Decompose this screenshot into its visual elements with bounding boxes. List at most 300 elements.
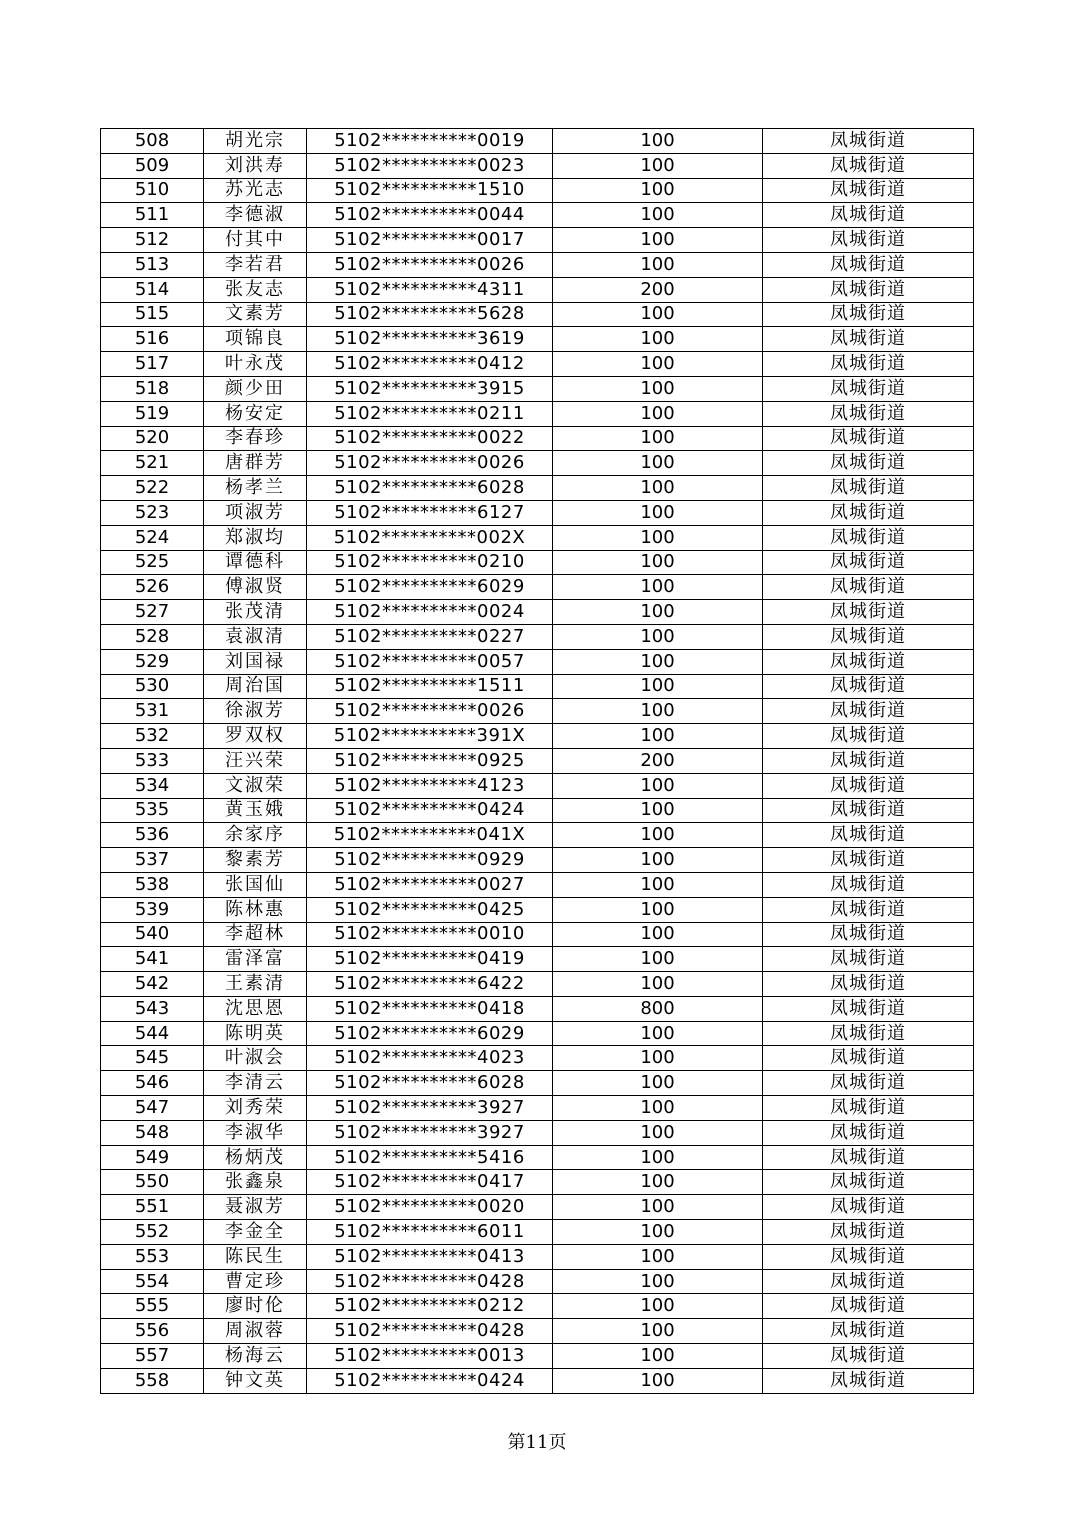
table-row	[101, 947, 974, 972]
name-cell: 王素清	[204, 972, 307, 997]
table-row	[101, 1220, 974, 1245]
row-number-cell: 534	[101, 773, 204, 798]
location-cell: 凤城街道	[763, 649, 974, 674]
name-cell: 刘秀荣	[204, 1096, 307, 1121]
row-number-cell: 549	[101, 1145, 204, 1170]
name-cell: 张鑫泉	[204, 1170, 307, 1195]
id-number-cell: 5102**********1511	[307, 674, 553, 699]
name-cell: 项锦良	[204, 327, 307, 352]
name-cell: 谭德科	[204, 550, 307, 575]
name-cell: 胡光宗	[204, 129, 307, 154]
table-row	[101, 748, 974, 773]
location-cell: 凤城街道	[763, 129, 974, 154]
amount-cell: 100	[553, 773, 763, 798]
name-cell: 苏光志	[204, 178, 307, 203]
id-number-cell: 5102**********3927	[307, 1120, 553, 1145]
row-number-cell: 535	[101, 798, 204, 823]
location-cell: 凤城街道	[763, 872, 974, 897]
amount-cell: 100	[553, 575, 763, 600]
row-number-cell: 514	[101, 277, 204, 302]
name-cell: 黎素芳	[204, 848, 307, 873]
amount-cell: 100	[553, 947, 763, 972]
id-number-cell: 5102**********6028	[307, 1071, 553, 1096]
table-row	[101, 426, 974, 451]
amount-cell: 100	[553, 203, 763, 228]
location-cell: 凤城街道	[763, 773, 974, 798]
id-number-cell: 5102**********041X	[307, 823, 553, 848]
table-row	[101, 476, 974, 501]
id-number-cell: 5102**********0211	[307, 401, 553, 426]
id-number-cell: 5102**********0212	[307, 1294, 553, 1319]
id-number-cell: 5102**********3927	[307, 1096, 553, 1121]
name-cell: 廖时伦	[204, 1294, 307, 1319]
amount-cell: 100	[553, 1120, 763, 1145]
amount-cell: 100	[553, 327, 763, 352]
location-cell: 凤城街道	[763, 376, 974, 401]
table-row	[101, 872, 974, 897]
location-cell: 凤城街道	[763, 972, 974, 997]
id-number-cell: 5102**********0023	[307, 153, 553, 178]
row-number-cell: 520	[101, 426, 204, 451]
table-row	[101, 550, 974, 575]
table-row	[101, 996, 974, 1021]
row-number-cell: 553	[101, 1244, 204, 1269]
amount-cell: 100	[553, 897, 763, 922]
roster-body	[101, 129, 974, 1394]
location-cell: 凤城街道	[763, 748, 974, 773]
amount-cell: 100	[553, 699, 763, 724]
row-number-cell: 547	[101, 1096, 204, 1121]
table-row	[101, 1046, 974, 1071]
id-number-cell: 5102**********0210	[307, 550, 553, 575]
amount-cell: 100	[553, 352, 763, 377]
name-cell: 杨炳茂	[204, 1145, 307, 1170]
name-cell: 杨海云	[204, 1344, 307, 1369]
amount-cell: 100	[553, 624, 763, 649]
id-number-cell: 5102**********4023	[307, 1046, 553, 1071]
table-row	[101, 1244, 974, 1269]
id-number-cell: 5102**********0020	[307, 1195, 553, 1220]
location-cell: 凤城街道	[763, 178, 974, 203]
table-row	[101, 600, 974, 625]
row-number-cell: 532	[101, 724, 204, 749]
location-cell: 凤城街道	[763, 922, 974, 947]
amount-cell: 100	[553, 823, 763, 848]
amount-cell: 100	[553, 500, 763, 525]
table-row	[101, 1195, 974, 1220]
table-row	[101, 252, 974, 277]
id-number-cell: 5102**********0057	[307, 649, 553, 674]
table-row	[101, 352, 974, 377]
id-number-cell: 5102**********5628	[307, 302, 553, 327]
name-cell: 文素芳	[204, 302, 307, 327]
location-cell: 凤城街道	[763, 500, 974, 525]
name-cell: 沈思恩	[204, 996, 307, 1021]
row-number-cell: 526	[101, 575, 204, 600]
row-number-cell: 524	[101, 525, 204, 550]
table-row	[101, 1344, 974, 1369]
location-cell: 凤城街道	[763, 352, 974, 377]
row-number-cell: 533	[101, 748, 204, 773]
amount-cell: 100	[553, 922, 763, 947]
amount-cell: 100	[553, 525, 763, 550]
location-cell: 凤城街道	[763, 1145, 974, 1170]
location-cell: 凤城街道	[763, 252, 974, 277]
location-cell: 凤城街道	[763, 1021, 974, 1046]
location-cell: 凤城街道	[763, 575, 974, 600]
id-number-cell: 5102**********0026	[307, 451, 553, 476]
id-number-cell: 5102**********0022	[307, 426, 553, 451]
amount-cell: 100	[553, 1269, 763, 1294]
table-row	[101, 848, 974, 873]
row-number-cell: 517	[101, 352, 204, 377]
amount-cell: 100	[553, 1145, 763, 1170]
amount-cell: 100	[553, 600, 763, 625]
table-row	[101, 327, 974, 352]
row-number-cell: 544	[101, 1021, 204, 1046]
location-cell: 凤城街道	[763, 426, 974, 451]
id-number-cell: 5102**********6127	[307, 500, 553, 525]
id-number-cell: 5102**********1510	[307, 178, 553, 203]
location-cell: 凤城街道	[763, 525, 974, 550]
page-number: 第11页	[507, 1432, 567, 1453]
row-number-cell: 510	[101, 178, 204, 203]
amount-cell: 100	[553, 178, 763, 203]
amount-cell: 100	[553, 302, 763, 327]
table-row	[101, 1021, 974, 1046]
name-cell: 李德淑	[204, 203, 307, 228]
id-number-cell: 5102**********6422	[307, 972, 553, 997]
row-number-cell: 545	[101, 1046, 204, 1071]
id-number-cell: 5102**********0026	[307, 252, 553, 277]
location-cell: 凤城街道	[763, 1120, 974, 1145]
row-number-cell: 557	[101, 1344, 204, 1369]
row-number-cell: 523	[101, 500, 204, 525]
table-row	[101, 1096, 974, 1121]
amount-cell: 100	[553, 1244, 763, 1269]
name-cell: 罗双权	[204, 724, 307, 749]
row-number-cell: 552	[101, 1220, 204, 1245]
row-number-cell: 541	[101, 947, 204, 972]
name-cell: 李金全	[204, 1220, 307, 1245]
row-number-cell: 518	[101, 376, 204, 401]
table-row	[101, 451, 974, 476]
id-number-cell: 5102**********0425	[307, 897, 553, 922]
name-cell: 陈林惠	[204, 897, 307, 922]
id-number-cell: 5102**********0026	[307, 699, 553, 724]
table-row	[101, 1120, 974, 1145]
table-row	[101, 525, 974, 550]
row-number-cell: 558	[101, 1368, 204, 1393]
id-number-cell: 5102**********0419	[307, 947, 553, 972]
table-row	[101, 277, 974, 302]
row-number-cell: 528	[101, 624, 204, 649]
table-row	[101, 674, 974, 699]
table-row	[101, 649, 974, 674]
table-row	[101, 153, 974, 178]
table-row	[101, 575, 974, 600]
name-cell: 汪兴荣	[204, 748, 307, 773]
amount-cell: 100	[553, 1294, 763, 1319]
id-number-cell: 5102**********6011	[307, 1220, 553, 1245]
location-cell: 凤城街道	[763, 1319, 974, 1344]
location-cell: 凤城街道	[763, 203, 974, 228]
location-cell: 凤城街道	[763, 798, 974, 823]
amount-cell: 100	[553, 1096, 763, 1121]
amount-cell: 100	[553, 1021, 763, 1046]
amount-cell: 100	[553, 972, 763, 997]
name-cell: 项淑芳	[204, 500, 307, 525]
amount-cell: 100	[553, 401, 763, 426]
location-cell: 凤城街道	[763, 624, 974, 649]
row-number-cell: 529	[101, 649, 204, 674]
name-cell: 颜少田	[204, 376, 307, 401]
amount-cell: 100	[553, 153, 763, 178]
row-number-cell: 525	[101, 550, 204, 575]
location-cell: 凤城街道	[763, 724, 974, 749]
row-number-cell: 546	[101, 1071, 204, 1096]
location-cell: 凤城街道	[763, 1096, 974, 1121]
name-cell: 徐淑芳	[204, 699, 307, 724]
row-number-cell: 536	[101, 823, 204, 848]
row-number-cell: 512	[101, 228, 204, 253]
location-cell: 凤城街道	[763, 153, 974, 178]
name-cell: 李若君	[204, 252, 307, 277]
amount-cell: 100	[553, 649, 763, 674]
row-number-cell: 537	[101, 848, 204, 873]
id-number-cell: 5102**********0017	[307, 228, 553, 253]
amount-cell: 100	[553, 476, 763, 501]
location-cell: 凤城街道	[763, 1195, 974, 1220]
location-cell: 凤城街道	[763, 1220, 974, 1245]
name-cell: 李淑华	[204, 1120, 307, 1145]
id-number-cell: 5102**********6029	[307, 575, 553, 600]
table-row	[101, 203, 974, 228]
name-cell: 张茂清	[204, 600, 307, 625]
name-cell: 傅淑贤	[204, 575, 307, 600]
name-cell: 李春珍	[204, 426, 307, 451]
location-cell: 凤城街道	[763, 302, 974, 327]
row-number-cell: 530	[101, 674, 204, 699]
location-cell: 凤城街道	[763, 823, 974, 848]
name-cell: 付其中	[204, 228, 307, 253]
table-row	[101, 178, 974, 203]
table-row	[101, 1319, 974, 1344]
name-cell: 李清云	[204, 1071, 307, 1096]
row-number-cell: 515	[101, 302, 204, 327]
row-number-cell: 542	[101, 972, 204, 997]
name-cell: 曹定珍	[204, 1269, 307, 1294]
name-cell: 郑淑均	[204, 525, 307, 550]
location-cell: 凤城街道	[763, 996, 974, 1021]
location-cell: 凤城街道	[763, 1071, 974, 1096]
location-cell: 凤城街道	[763, 277, 974, 302]
amount-cell: 100	[553, 228, 763, 253]
name-cell: 袁淑清	[204, 624, 307, 649]
id-number-cell: 5102**********0044	[307, 203, 553, 228]
table-row	[101, 500, 974, 525]
row-number-cell: 539	[101, 897, 204, 922]
location-cell: 凤城街道	[763, 699, 974, 724]
id-number-cell: 5102**********0418	[307, 996, 553, 1021]
row-number-cell: 513	[101, 252, 204, 277]
location-cell: 凤城街道	[763, 1344, 974, 1369]
row-number-cell: 543	[101, 996, 204, 1021]
id-number-cell: 5102**********0010	[307, 922, 553, 947]
name-cell: 钟文英	[204, 1368, 307, 1393]
amount-cell: 100	[553, 252, 763, 277]
name-cell: 叶永茂	[204, 352, 307, 377]
location-cell: 凤城街道	[763, 228, 974, 253]
amount-cell: 100	[553, 798, 763, 823]
name-cell: 黄玉娥	[204, 798, 307, 823]
row-number-cell: 522	[101, 476, 204, 501]
roster-table	[100, 128, 974, 1394]
name-cell: 杨孝兰	[204, 476, 307, 501]
amount-cell: 100	[553, 1195, 763, 1220]
table-row	[101, 1145, 974, 1170]
id-number-cell: 5102**********6029	[307, 1021, 553, 1046]
id-number-cell: 5102**********5416	[307, 1145, 553, 1170]
table-row	[101, 228, 974, 253]
amount-cell: 100	[553, 1170, 763, 1195]
amount-cell: 100	[553, 872, 763, 897]
amount-cell: 100	[553, 550, 763, 575]
amount-cell: 100	[553, 1220, 763, 1245]
id-number-cell: 5102**********0417	[307, 1170, 553, 1195]
location-cell: 凤城街道	[763, 848, 974, 873]
amount-cell: 100	[553, 1319, 763, 1344]
table-row	[101, 922, 974, 947]
amount-cell: 100	[553, 724, 763, 749]
amount-cell: 200	[553, 277, 763, 302]
location-cell: 凤城街道	[763, 1244, 974, 1269]
location-cell: 凤城街道	[763, 1368, 974, 1393]
row-number-cell: 554	[101, 1269, 204, 1294]
table-row	[101, 1071, 974, 1096]
id-number-cell: 5102**********4123	[307, 773, 553, 798]
name-cell: 陈民生	[204, 1244, 307, 1269]
table-row	[101, 129, 974, 154]
amount-cell: 100	[553, 129, 763, 154]
location-cell: 凤城街道	[763, 897, 974, 922]
amount-cell: 200	[553, 748, 763, 773]
id-number-cell: 5102**********0428	[307, 1269, 553, 1294]
amount-cell: 100	[553, 674, 763, 699]
location-cell: 凤城街道	[763, 451, 974, 476]
row-number-cell: 551	[101, 1195, 204, 1220]
location-cell: 凤城街道	[763, 327, 974, 352]
row-number-cell: 509	[101, 153, 204, 178]
table-row	[101, 897, 974, 922]
name-cell: 李超林	[204, 922, 307, 947]
id-number-cell: 5102**********0027	[307, 872, 553, 897]
row-number-cell: 540	[101, 922, 204, 947]
table-row	[101, 972, 974, 997]
id-number-cell: 5102**********0424	[307, 798, 553, 823]
name-cell: 张国仙	[204, 872, 307, 897]
row-number-cell: 548	[101, 1120, 204, 1145]
table-row	[101, 401, 974, 426]
amount-cell: 100	[553, 848, 763, 873]
amount-cell: 100	[553, 1344, 763, 1369]
row-number-cell: 511	[101, 203, 204, 228]
id-number-cell: 5102**********0019	[307, 129, 553, 154]
table-row	[101, 823, 974, 848]
id-number-cell: 5102**********0925	[307, 748, 553, 773]
name-cell: 叶淑会	[204, 1046, 307, 1071]
name-cell: 刘洪寿	[204, 153, 307, 178]
id-number-cell: 5102**********0413	[307, 1244, 553, 1269]
table-row	[101, 1368, 974, 1393]
location-cell: 凤城街道	[763, 1046, 974, 1071]
table-row	[101, 376, 974, 401]
name-cell: 张友志	[204, 277, 307, 302]
amount-cell: 100	[553, 1071, 763, 1096]
table-row	[101, 1170, 974, 1195]
name-cell: 聂淑芳	[204, 1195, 307, 1220]
table-row	[101, 624, 974, 649]
id-number-cell: 5102**********0013	[307, 1344, 553, 1369]
row-number-cell: 531	[101, 699, 204, 724]
id-number-cell: 5102**********002X	[307, 525, 553, 550]
row-number-cell: 519	[101, 401, 204, 426]
row-number-cell: 550	[101, 1170, 204, 1195]
amount-cell: 800	[553, 996, 763, 1021]
row-number-cell: 538	[101, 872, 204, 897]
id-number-cell: 5102**********0424	[307, 1368, 553, 1393]
id-number-cell: 5102**********0227	[307, 624, 553, 649]
table-row	[101, 773, 974, 798]
amount-cell: 100	[553, 1046, 763, 1071]
amount-cell: 100	[553, 376, 763, 401]
id-number-cell: 5102**********0929	[307, 848, 553, 873]
row-number-cell: 508	[101, 129, 204, 154]
name-cell: 陈明英	[204, 1021, 307, 1046]
table-row	[101, 724, 974, 749]
location-cell: 凤城街道	[763, 1269, 974, 1294]
table-row	[101, 302, 974, 327]
name-cell: 周淑蓉	[204, 1319, 307, 1344]
location-cell: 凤城街道	[763, 600, 974, 625]
id-number-cell: 5102**********3915	[307, 376, 553, 401]
id-number-cell: 5102**********391X	[307, 724, 553, 749]
name-cell: 余家序	[204, 823, 307, 848]
location-cell: 凤城街道	[763, 476, 974, 501]
location-cell: 凤城街道	[763, 1170, 974, 1195]
amount-cell: 100	[553, 426, 763, 451]
id-number-cell: 5102**********0412	[307, 352, 553, 377]
row-number-cell: 556	[101, 1319, 204, 1344]
row-number-cell: 555	[101, 1294, 204, 1319]
table-row	[101, 699, 974, 724]
table-row	[101, 798, 974, 823]
location-cell: 凤城街道	[763, 674, 974, 699]
table-row	[101, 1294, 974, 1319]
table-row	[101, 1269, 974, 1294]
row-number-cell: 516	[101, 327, 204, 352]
id-number-cell: 5102**********4311	[307, 277, 553, 302]
location-cell: 凤城街道	[763, 401, 974, 426]
name-cell: 唐群芳	[204, 451, 307, 476]
location-cell: 凤城街道	[763, 550, 974, 575]
id-number-cell: 5102**********0024	[307, 600, 553, 625]
id-number-cell: 5102**********3619	[307, 327, 553, 352]
amount-cell: 100	[553, 1368, 763, 1393]
name-cell: 杨安定	[204, 401, 307, 426]
name-cell: 周治国	[204, 674, 307, 699]
row-number-cell: 521	[101, 451, 204, 476]
